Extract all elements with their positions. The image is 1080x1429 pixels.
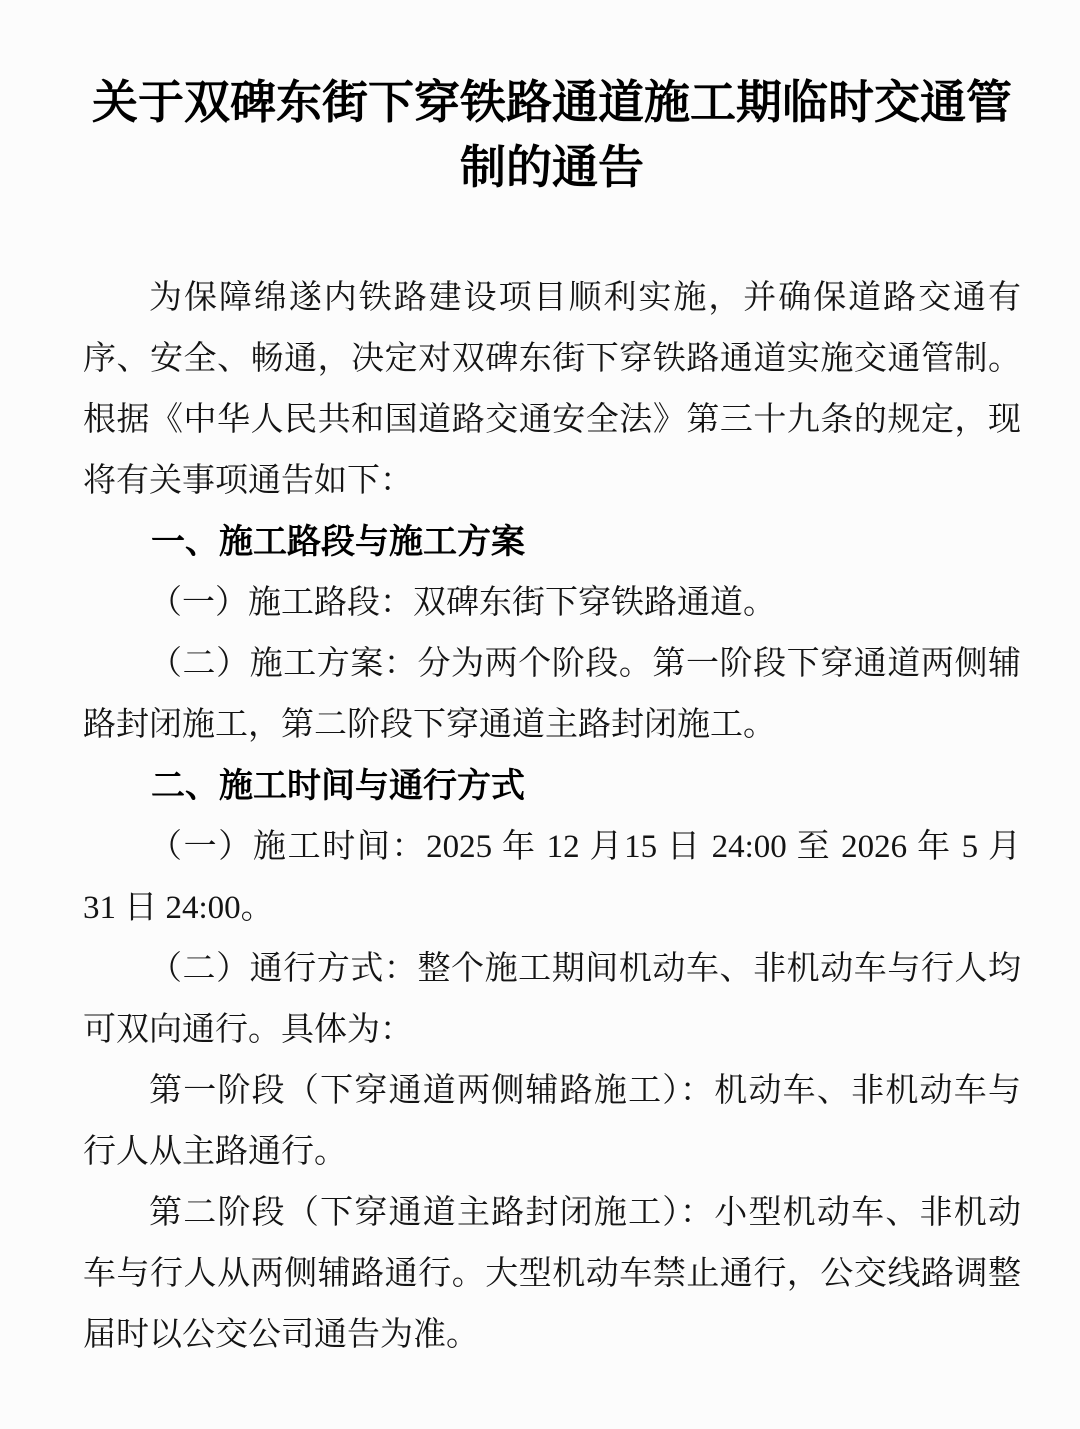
section-1-heading: 一、施工路段与施工方案 bbox=[151, 523, 525, 561]
section-2-paragraph-3: 第一阶段（下穿通道两侧辅路施工）：机动车、非机动车与行人从主路通行。 bbox=[83, 1073, 1021, 1170]
section-1-paragraph-1: （一）施工路段：双碑东街下穿铁路通道。 bbox=[149, 585, 776, 621]
section-2-paragraph-1: （一）施工时间：2025 年 12 月15 日 24:00 至 2026 年 5 月 31 日 24:00。 bbox=[83, 829, 1021, 926]
intro-paragraph: 为保障绵遂内铁路建设项目顺利实施，并确保道路交通有序、安全、畅通，决定对双碑东街下穿铁路通道实施交通管制。根据《中华人民共和国道路交通安全法》第三十九条的规定，现将有关事项通告如下： bbox=[83, 280, 1021, 499]
section-2-heading: 二、施工时间与通行方式 bbox=[151, 767, 525, 805]
section-1-paragraph-2: （二）施工方案：分为两个阶段。第一阶段下穿通道两侧辅路封闭施工，第二阶段下穿通道主路封闭施工。 bbox=[83, 646, 1021, 743]
section-2-paragraph-4: 第二阶段（下穿通道主路封闭施工）：小型机动车、非机动车与行人从两侧辅路通行。大型机动车禁止通行，公交线路调整届时以公交公司通告为准。 bbox=[83, 1195, 1021, 1353]
notice-title: 关于双碑东街下穿铁路通道施工期临时交通管制的通告 bbox=[92, 77, 1012, 193]
section-2-paragraph-2: （二）通行方式：整个施工期间机动车、非机动车与行人均可双向通行。具体为： bbox=[83, 951, 1021, 1048]
